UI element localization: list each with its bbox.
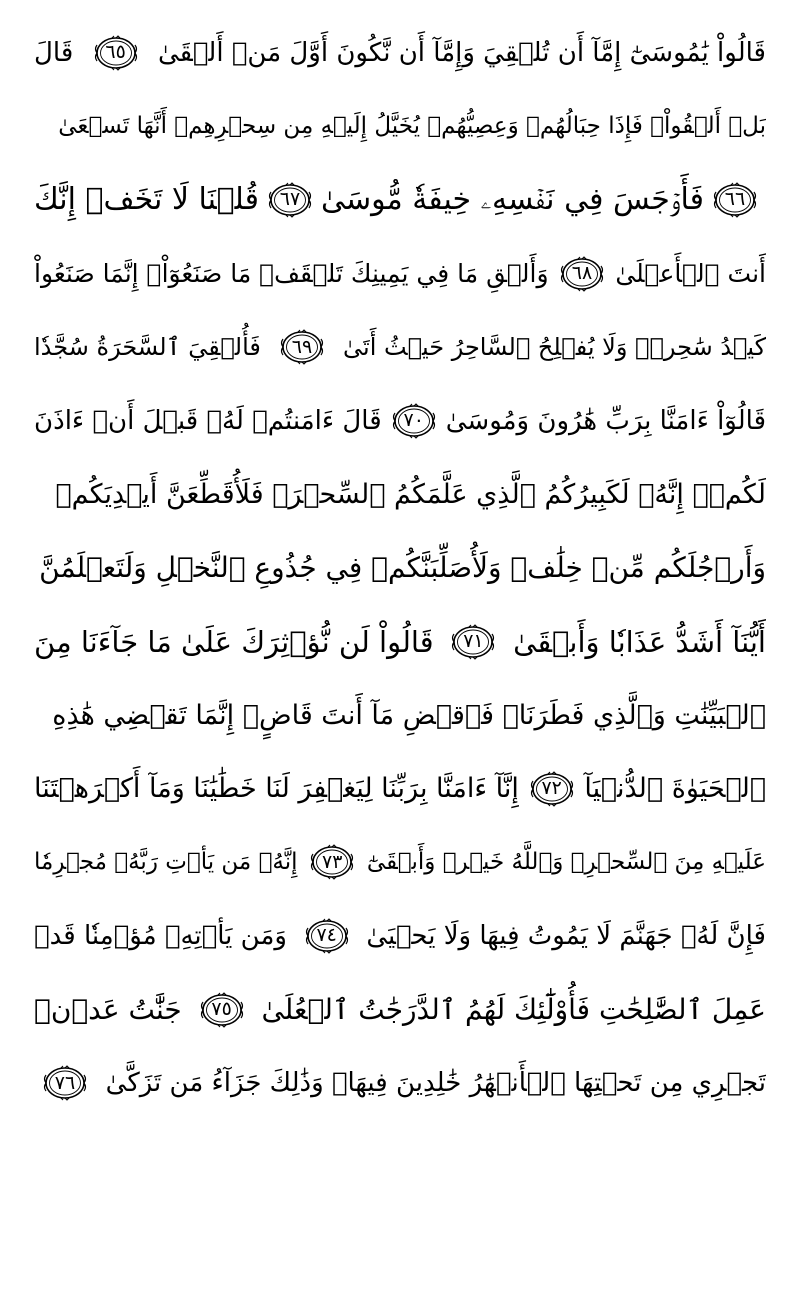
- ayah-number-marker: [265, 182, 315, 218]
- verse-text: قَالُواْ يَٰمُوسَىٰٓ إِمَّآ أَن تُلۡقِيَ وَإِمَّآ أَن نَّكُونَ أَوَّلَ مَنۡ أَلۡقَىٰ: [157, 37, 766, 68]
- verse-text: فَإِنَّ لَهُۥ جَهَنَّمَ لَا يَمُوتُ فِيهَا وَلَا يَحۡيَىٰ: [366, 920, 766, 951]
- ayah-number-marker: [307, 844, 357, 880]
- ayah-number: ٧٤: [316, 924, 337, 947]
- ayah-number: ٦٩: [291, 335, 313, 358]
- verse-text: عَلَيۡهِ مِنَ ٱلسِّحۡرِۗ وَٱللَّهُ خَيۡرٞ وَأَبۡقَىٰٓ: [366, 849, 766, 876]
- ayah-number: ٦٨: [571, 262, 593, 285]
- ayah-number-marker: [389, 403, 439, 439]
- verse-text: إِنَّهُۥ مَن يَأۡتِ رَبَّهُۥ مُجۡرِمٗا: [34, 849, 298, 876]
- verse-text: قَالَ ءَامَنتُمۡ لَهُۥ قَبۡلَ أَنۡ ءَاذَنَ: [34, 405, 382, 436]
- verse-text: قُلۡنَا لَا تَخَفۡ إِنَّكَ: [34, 182, 259, 218]
- ayah-number: ٧٠: [403, 409, 424, 432]
- verse-text: إِنَّآ ءَامَنَّا بِرَبِّنَا لِيَغۡفِرَ لَنَا خَطَٰيَٰنَا وَمَآ أَكۡرَهۡتَنَا: [34, 773, 519, 805]
- verse-line: [34, 531, 766, 605]
- verse-line: [34, 899, 766, 973]
- verse-text: أَيُّنَآ أَشَدُّ عَذَابٗا وَأَبۡقَىٰ: [513, 624, 766, 659]
- verse-text: عَمِلَ ٱلصَّٰلِحَٰتِ فَأُوْلَٰٓئِكَ لَهُمُ ٱلدَّرَجَٰتُ ٱلۡعُلَىٰ: [261, 993, 766, 1027]
- verse-text: أَنتَ ٱلۡأَعۡلَىٰ: [615, 259, 766, 289]
- ayah-number-marker: [277, 329, 327, 365]
- ayah-number: ٦٥: [105, 41, 126, 64]
- verse-line: [34, 826, 766, 900]
- verse-line: [34, 605, 766, 679]
- ayah-number-marker: [40, 1065, 90, 1101]
- ayah-number: ٧٣: [322, 850, 343, 873]
- ayah-number-marker: [91, 35, 141, 71]
- ayah-number-marker: [557, 256, 607, 292]
- verse-line: [34, 752, 766, 826]
- ayah-number-marker: [197, 992, 247, 1028]
- verse-text: قَالَ: [34, 37, 74, 68]
- verse-text: فَأَوۡجَسَ فِي نَفۡسِهِۦ خِيفَةٗ مُّوسَىٰ: [320, 182, 704, 218]
- verse-text: فَأُلۡقِيَ ٱلسَّحَرَةُ سُجَّدٗا: [34, 333, 261, 362]
- verse-text: جَنَّٰتُ عَدۡنٖ: [34, 993, 182, 1027]
- verse-line: [34, 458, 766, 532]
- verse-text: بَلۡ أَلۡقُواْۖ فَإِذَا حِبَالُهُمۡ وَعِصِيُّهُمۡ يُخَيَّلُ إِلَيۡهِ مِن سِحۡرِهِمۡ أَنَّهَا تَسۡعَىٰ: [58, 113, 766, 140]
- verse-line: [34, 678, 766, 752]
- verse-text: وَأَلۡقِ مَا فِي يَمِينِكَ تَلۡقَفۡ مَا صَنَعُوٓاْۖ إِنَّمَا صَنَعُواْ: [34, 259, 549, 289]
- ayah-number: ٧١: [463, 630, 484, 653]
- verse-text: وَأَرۡجُلَكُم مِّنۡ خِلَٰفٖ وَلَأُصَلِّبَنَّكُمۡ فِي جُذُوعِ ٱلنَّخۡلِ وَلَتَعۡلَمُنَّ: [39, 551, 766, 585]
- verse-line: [34, 16, 766, 90]
- ayah-number: ٦٦: [724, 188, 746, 211]
- ayah-number-marker: [448, 624, 498, 660]
- verse-line: [34, 237, 766, 311]
- verse-text: تَجۡرِي مِن تَحۡتِهَا ٱلۡأَنۡهَٰرُ خَٰلِدِينَ فِيهَاۚ وَذَٰلِكَ جَزَآءُ مَن تَزَكَّىٰ: [105, 1068, 766, 1099]
- verse-line: [34, 973, 766, 1047]
- verse-text: قَالُوٓاْ ءَامَنَّا بِرَبِّ هَٰرُونَ وَمُوسَىٰ: [445, 405, 766, 436]
- ayah-number-marker: [302, 918, 352, 954]
- verse-line: [34, 384, 766, 458]
- verse-text: ٱلۡحَيَوٰةَ ٱلدُّنۡيَآ: [584, 773, 766, 805]
- ayah-number-marker: [710, 182, 760, 218]
- verse-text: كَيۡدُ سَٰحِرٖۖ وَلَا يُفۡلِحُ ٱلسَّاحِرُ حَيۡثُ أَتَىٰ: [343, 333, 766, 362]
- ayah-number: ٧٦: [54, 1071, 76, 1094]
- verse-text: قَالُواْ لَن نُّؤۡثِرَكَ عَلَىٰ مَا جَآءَنَا مِنَ: [34, 624, 434, 659]
- verse-line: [34, 163, 766, 237]
- verse-text: وَمَن يَأۡتِهِۦ مُؤۡمِنٗا قَدۡ: [34, 920, 287, 951]
- verse-lines: [34, 16, 766, 1120]
- verse-line: [34, 90, 766, 164]
- ayah-number: ٧٢: [541, 777, 562, 800]
- verse-line: [34, 1046, 766, 1120]
- verse-text: ٱلۡبَيِّنَٰتِ وَٱلَّذِي فَطَرَنَاۖ فَٱقۡضِ مَآ أَنتَ قَاضٍۖ إِنَّمَا تَقۡضِي هَٰذِهِ: [52, 699, 766, 731]
- verse-line: [34, 310, 766, 384]
- verse-text: لَكُمۡۖ إِنَّهُۥ لَكَبِيرُكُمُ ٱلَّذِي عَلَّمَكُمُ ٱلسِّحۡرَۖ فَلَأُقَطِّعَنَّ أَيۡدِيَكُمۡ: [55, 478, 766, 510]
- ayah-number: ٧٥: [211, 998, 232, 1021]
- ayah-number: ٦٧: [279, 188, 301, 211]
- ayah-number-marker: [527, 771, 577, 807]
